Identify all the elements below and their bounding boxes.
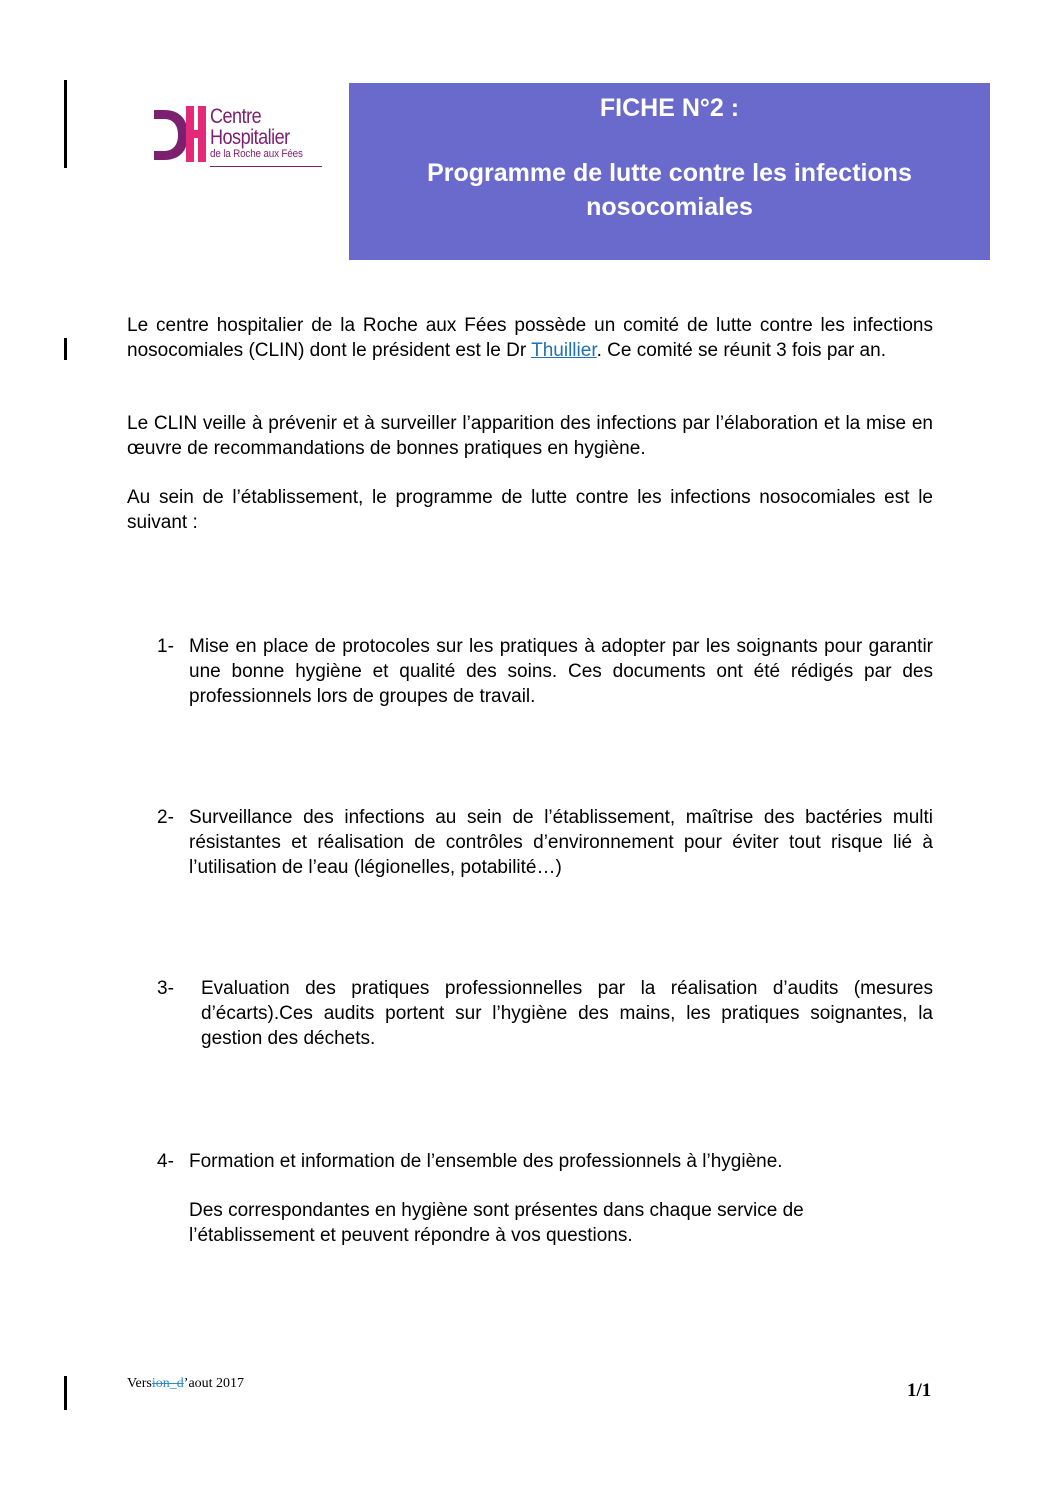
version-prefix: Vers — [127, 1376, 152, 1391]
list-item — [157, 1149, 933, 1248]
list-item — [157, 976, 933, 1051]
version-suffix: ’aout 2017 — [183, 1376, 245, 1391]
intro-text-end: . Ce comité se réunit 3 fois par an. — [596, 340, 886, 361]
logo-line-centre: Centre — [210, 105, 262, 128]
list-item — [157, 805, 933, 880]
logo-line-hospitalier: Hospitalier — [210, 126, 290, 149]
hospital-logo — [152, 104, 332, 170]
clin-description: Le CLIN veille à prévenir et à surveiller l’apparition des infections par l’élaboration et la mise en œuvre de recommandations de bonnes pratiques en hygiène. — [127, 413, 933, 459]
list-item — [157, 634, 933, 709]
change-bar — [64, 1376, 67, 1410]
page-number: 1/1 — [907, 1380, 932, 1401]
title-box — [349, 83, 990, 260]
change-bar — [64, 338, 67, 360]
document-title: Programme de lutte contre les infections nosocomiales — [427, 159, 912, 221]
president-link[interactable]: Thuillier — [531, 340, 597, 361]
change-bar — [64, 80, 67, 168]
item-note: Des correspondantes en hygiène sont présentes dans chaque service de l’établissement et peuvent répondre à vos questions. — [189, 1200, 804, 1246]
program-intro: Au sein de l’établissement, le programme de lutte contre les infections nosocomiales est le suivant : — [127, 487, 933, 533]
item-number: 2- — [157, 807, 174, 828]
fiche-number: FICHE N°2 : — [599, 94, 740, 122]
item-text — [189, 976, 933, 1051]
item-number: 3- — [157, 978, 174, 999]
version-deleted-text: ion_d — [151, 1376, 184, 1391]
hospital-logo-mark — [152, 104, 208, 166]
logo-line-location: de la Roche aux Fées — [210, 148, 303, 160]
intro-paragraph-2 — [127, 411, 933, 461]
item-text-content: Evaluation des pratiques professionnelles par la réalisation d’audits (mesures d’écarts).Ces audits portent sur l’hygiène des mains, les pratiques soignantes, la gestion des déchets. — [201, 978, 933, 1049]
intro-text: Le centre hospitalier de la Roche aux Fées possède un comité de lutte contre les infections nosocomiales (CLIN) dont le président est le Dr — [127, 315, 933, 361]
item-text: Surveillance des infections au sein de l’établissement, maîtrise des bactéries multi résistantes et réalisation de contrôles d’environnement pour éviter tout risque lié à l’utilisation de l’eau (légionelles, potabilité…) — [189, 807, 933, 878]
version-footer — [127, 1376, 244, 1392]
item-number: 4- — [157, 1151, 174, 1172]
logo-underline — [210, 166, 322, 167]
item-text: Mise en place de protocoles sur les pratiques à adopter par les soignants pour garantir une bonne hygiène et qualité des soins. Ces documents ont été rédigés par des professionnels lors de groupes de travail. — [189, 636, 933, 707]
intro-paragraph-1 — [127, 313, 933, 363]
intro-paragraph-3 — [127, 485, 933, 535]
item-text: Formation et information de l’ensemble des professionnels à l’hygiène. — [189, 1151, 783, 1172]
item-number: 1- — [157, 636, 174, 657]
